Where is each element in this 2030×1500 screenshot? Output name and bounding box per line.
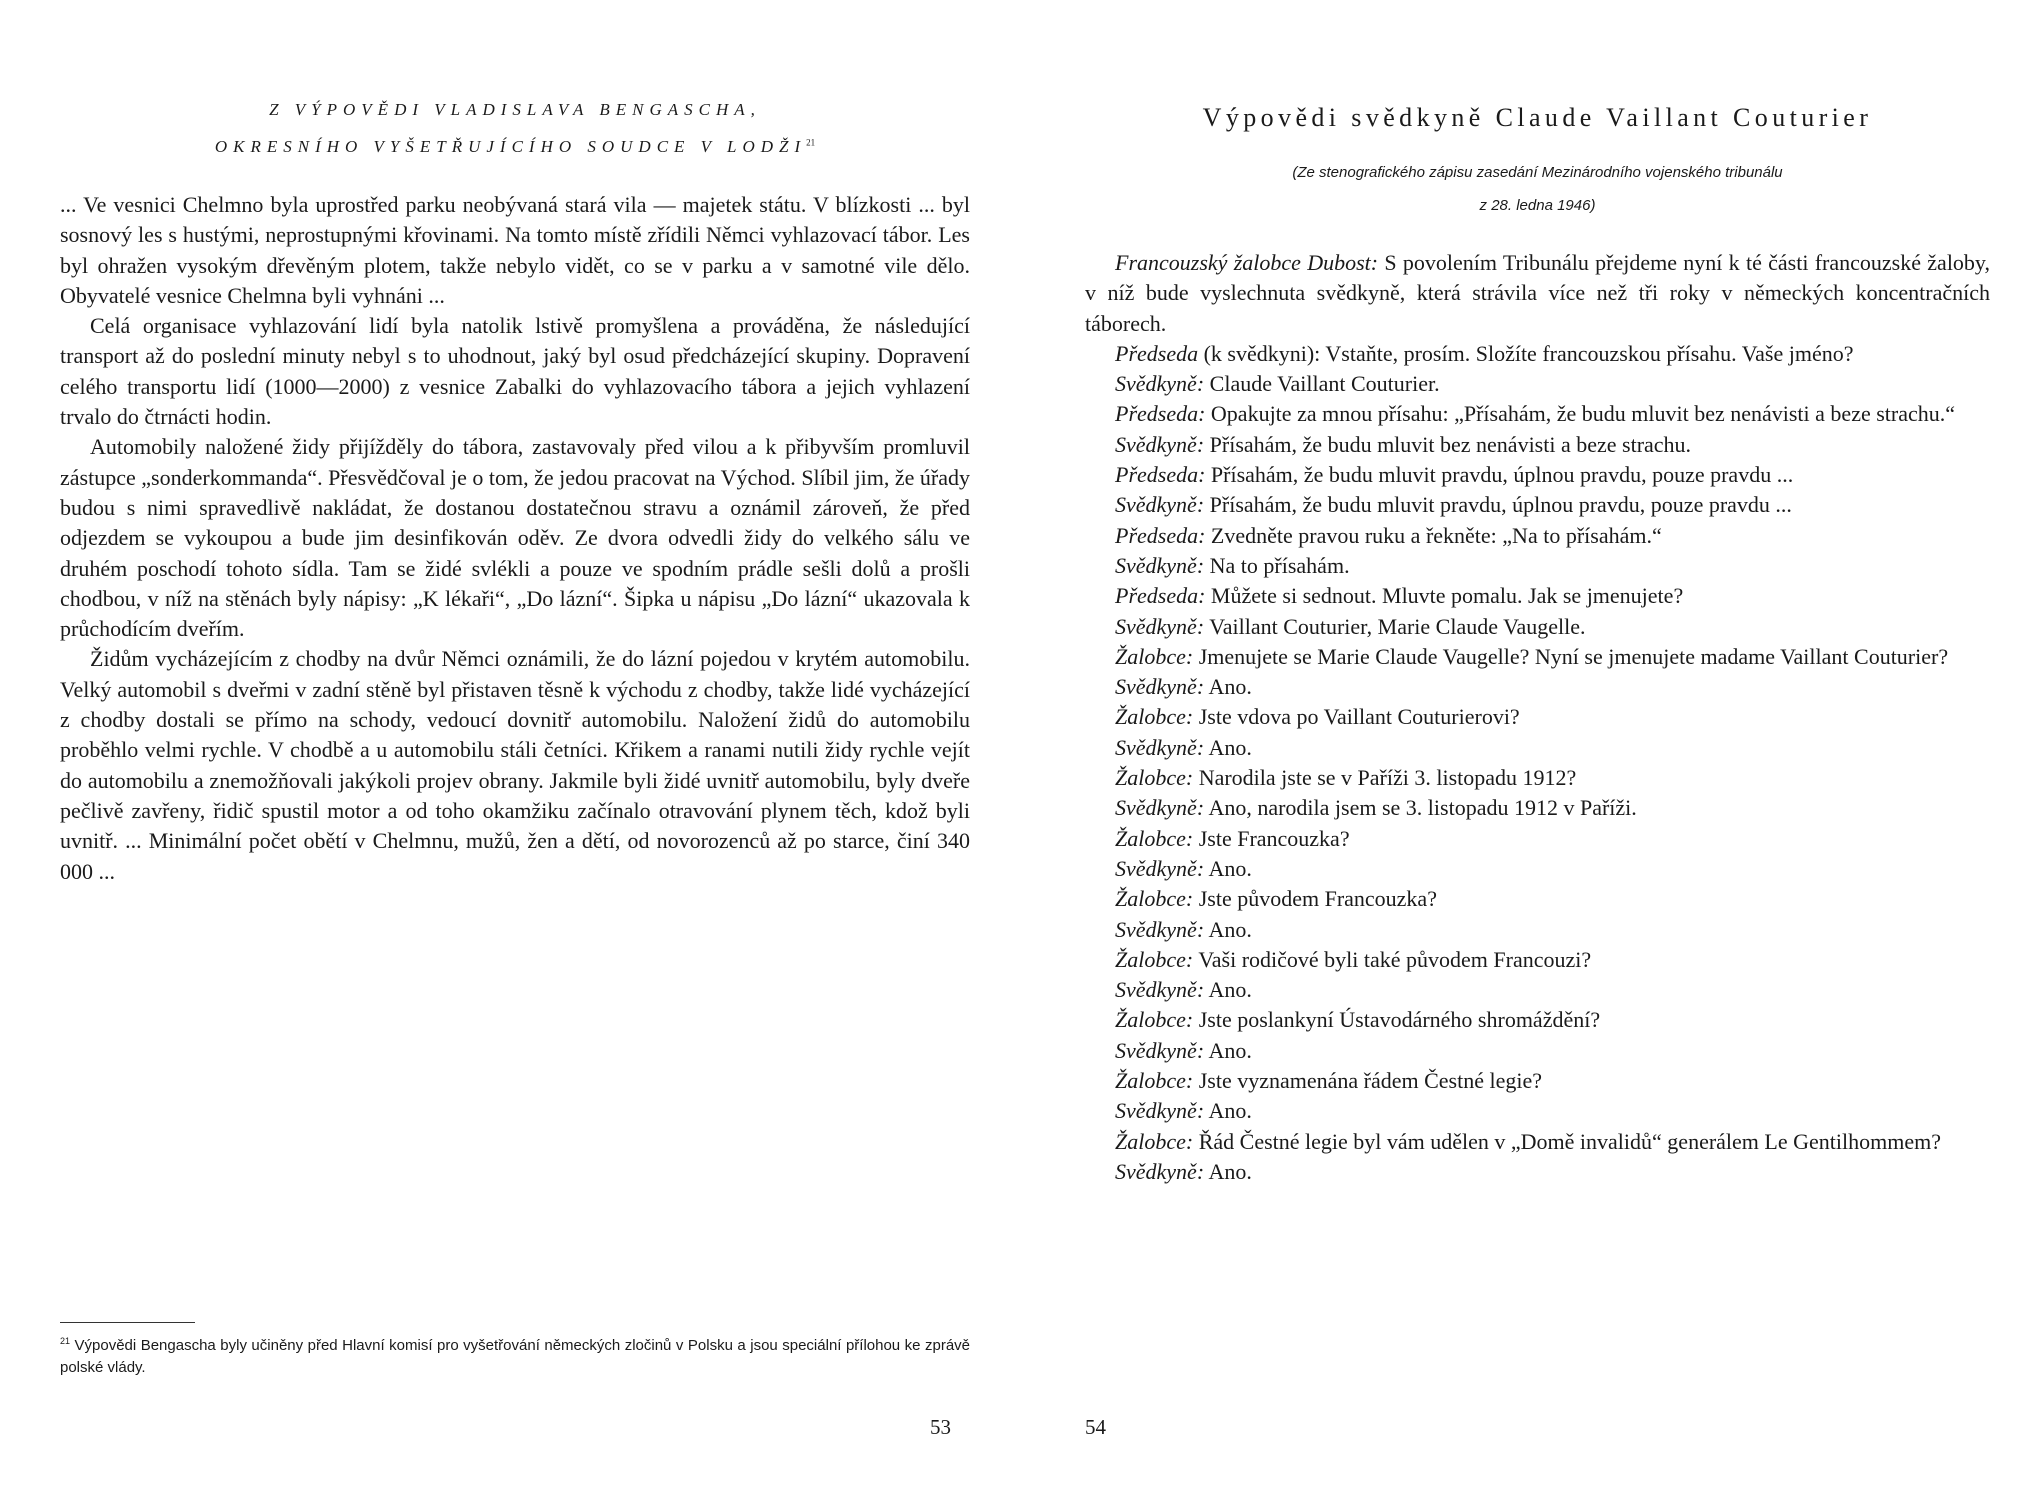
left-page-title-line-2: OKRESNÍHO VYŠETŘUJÍCÍHO SOUDCE V LODŽI$^{21}$: [214, 137, 816, 156]
paragraph: Židům vycházejícím z chodby na dvůr Němci oznámili, že do lázní pojedou v krytém automobilu. Velký automobil s dveřmi v zadní stěně byl přistaven těsně k východu z chodby, takže lidé vycházející z chodby dostali se přímo na schody, vedoucí dovnitř automobilu. Naložení židů do automobilu proběhlo velmi rychle. V chodbě a u automobilu stáli četníci. Křikem a ranami nutili židy rychle vejít do automobilu a znemožňovali jakýkoli projev obrany. Jakmile byli židé uvnitř automobilu, byly dveře pečlivě zavřeny, řidič spustil motor a od toho okamžiku začínalo otravování plynem těch, kdož byli uvnitř. ... Minimální počet obětí v Chelmnu, mužů, žen a dětí, od novorozenců až po starce, činí 340 000 ...: [60, 646, 970, 884]
dialogue-line: [1085, 793, 1990, 823]
speech-text: Na to přísahám.: [1209, 552, 1350, 578]
speech-text: Jste Francouzka?: [1198, 825, 1350, 851]
speech-text: Zvedněte pravou ruku a řekněte: „Na to přísahám.“: [1210, 522, 1662, 548]
dialogue-line: [1085, 1005, 1990, 1035]
testimony-dialogue: [1085, 248, 1990, 1187]
dialogue-line: [1085, 399, 1990, 429]
speech-text: Ano, narodila jsem se 3. listopadu 1912 v Paříži.: [1208, 795, 1637, 821]
speaker-name: Žalobce:: [1115, 825, 1194, 851]
speech-text: S povolením Tribunálu přejdeme nyní k té části francouzské žaloby, v níž bude vyslechnuta svědkyně, která strávila více než tři roky v německých koncentračních táborech.: [1085, 250, 1990, 336]
dialogue-line: [1085, 551, 1990, 581]
paragraph: ... Ve vesnici Chelmno byla uprostřed parku neobývaná stará vila — majetek státu. V blízkosti ... byl sosnový les s hustými, neprostupnými křovinami. Na tomto místě zřídili Němci vyhlazovací tábor. Les byl ohražen vysokým dřevěným plotem, takže nebylo vidět, co se v parku a v samotné vile dělo. Obyvatelé vesnice Chelmna byli vyhnáni ...: [60, 192, 970, 308]
dialogue-line: [1085, 672, 1990, 702]
left-page-body: [60, 190, 970, 887]
dialogue-line: [1085, 733, 1990, 763]
subtitle-line-2: z 28. ledna 1946): [1479, 197, 1596, 214]
speech-text: Narodila jste se v Paříži 3. listopadu 1912?: [1198, 765, 1577, 791]
footnote-divider: [60, 1322, 195, 1323]
dialogue-line: [1085, 248, 1990, 339]
speaker-name: Žalobce:: [1115, 886, 1194, 912]
speech-text: Ano.: [1208, 977, 1252, 1003]
speaker-name: Žalobce:: [1115, 643, 1194, 669]
speaker-name: Žalobce:: [1115, 765, 1194, 791]
dialogue-line: [1085, 339, 1990, 369]
dialogue-line: [1085, 945, 1990, 975]
speaker-name: Svědkyně:: [1115, 855, 1205, 881]
dialogue-line: [1085, 915, 1990, 945]
speaker-name: Svědkyně:: [1115, 1037, 1205, 1063]
speaker-name: Žalobce:: [1115, 704, 1194, 730]
speaker-name: Žalobce:: [1115, 946, 1194, 972]
speaker-name: Předseda:: [1115, 522, 1206, 548]
speaker-name: Svědkyně:: [1115, 1098, 1205, 1124]
speaker-name: Žalobce:: [1115, 1007, 1194, 1033]
left-page-title-line-1: Z VÝPOVĚDI VLADISLAVA BENGASCHA,: [269, 100, 761, 119]
speaker-name: Svědkyně:: [1115, 916, 1205, 942]
speaker-name: Francouzský žalobce Dubost:: [1115, 250, 1379, 275]
speaker-name: Svědkyně:: [1115, 734, 1205, 760]
speaker-name: Předseda: [1115, 340, 1199, 366]
speaker-name: Svědkyně:: [1115, 431, 1205, 457]
dialogue-line: [1085, 1036, 1990, 1066]
right-page: [1085, 0, 1990, 1500]
dialogue-line: [1085, 1066, 1990, 1096]
speaker-name: Svědkyně:: [1115, 795, 1205, 821]
speech-text: Jste původem Francouzka?: [1198, 886, 1437, 912]
dialogue-line: [1085, 581, 1990, 611]
dialogue-line: [1085, 369, 1990, 399]
dialogue-line: [1085, 1157, 1990, 1187]
speech-text: Můžete si sednout. Mluvte pomalu. Jak se jmenujete?: [1210, 583, 1684, 609]
dialogue-line: [1085, 1127, 1990, 1157]
left-page: [60, 0, 970, 1500]
speaker-name: Svědkyně:: [1115, 613, 1205, 639]
speech-text: Ano.: [1208, 1098, 1252, 1124]
dialogue-line: [1085, 521, 1990, 551]
dialogue-line: [1085, 460, 1990, 490]
speech-text: (k svědkyni): Vstaňte, prosím. Složíte francouzskou přísahu. Vaše jméno?: [1203, 340, 1854, 366]
footnote: [60, 1330, 970, 1379]
speech-text: Přísahám, že budu mluvit bez nenávisti a beze strachu.: [1209, 431, 1692, 457]
right-page-title: Výpovědi svědkyně Claude Vaillant Couturier: [1202, 103, 1873, 132]
page-number: 53: [930, 1415, 951, 1439]
speech-text: Opakujte za mnou přísahu: „Přísahám, že budu mluvit bez nenávisti a beze strachu.“: [1210, 401, 1956, 427]
speech-text: Ano.: [1208, 674, 1252, 700]
paragraph: Automobily naložené židy přijížděly do tábora, zastavovaly před vilou a k přibyvším promluvil zástupce „sonderkommanda“. Přesvědčoval je o tom, že jedou pracovat na Východ. Slíbil jim, že úřady budou s nimi spravedlivě nakládat, že dostanou dostatečnou stravu a oznámil zároveň, že před odjezdem se vykoupou a bude jim desinfikován oděv. Ze dvora odvedli židy do velkého sálu ve druhém poschodí tohoto sídla. Tam se židé svlékli a pouze ve spodním prádle sešli dolů a prošli chodbou, v níž na stěnách byly nápisy: „K lékaři“, „Do lázní“. Šipka u nápisu „Do lázní“ ukazovala k průchodícím dveřím.: [60, 434, 970, 642]
speech-text: Jste vyznamenána řádem Čestné legie?: [1198, 1068, 1543, 1094]
speech-text: Vaši rodičové byli také původem Francouzi?: [1198, 946, 1592, 972]
speaker-name: Předseda:: [1115, 401, 1206, 427]
dialogue-line: [1085, 1096, 1990, 1126]
dialogue-line: [1085, 702, 1990, 732]
speaker-name: Předseda:: [1115, 462, 1206, 488]
speaker-name: Žalobce:: [1115, 1128, 1194, 1154]
dialogue-line: [1085, 884, 1990, 914]
dialogue-line: [1085, 642, 1990, 672]
speech-text: Ano.: [1208, 855, 1252, 881]
dialogue-line: [1085, 490, 1990, 520]
speech-text: Jste vdova po Vaillant Couturierovi?: [1198, 704, 1520, 730]
dialogue-line: [1085, 854, 1990, 884]
speech-text: Ano.: [1208, 916, 1252, 942]
dialogue-line: [1085, 430, 1990, 460]
footnote-text: Výpovědi Bengascha byly učiněny před Hlavní komisí pro vyšetřování německých zločinů v Polsku a jsou speciální přílohou ke zprávě polské vlády.: [60, 1337, 970, 1376]
speech-text: Ano.: [1208, 1158, 1252, 1184]
speaker-name: Svědkyně:: [1115, 371, 1205, 397]
speech-text: Claude Vaillant Couturier.: [1209, 371, 1440, 397]
speaker-name: Žalobce:: [1115, 1068, 1194, 1094]
speaker-name: Svědkyně:: [1115, 977, 1205, 1003]
speech-text: Ano.: [1208, 1037, 1252, 1063]
speech-text: Jste poslankyní Ústavodárného shromáždění?: [1198, 1007, 1601, 1033]
speaker-name: Předseda:: [1115, 583, 1206, 609]
dialogue-line: [1085, 763, 1990, 793]
speech-text: Vaillant Couturier, Marie Claude Vaugelle.: [1209, 613, 1586, 639]
title-footnote-ref: 21: [806, 137, 816, 148]
subtitle-line-1: (Ze stenografického zápisu zasedání Mezinárodního vojenského tribunálu: [1292, 164, 1783, 181]
footnote-number: 21: [60, 1336, 71, 1346]
speech-text: Jmenujete se Marie Claude Vaugelle? Nyní se jmenujete madame Vaillant Couturier?: [1198, 643, 1949, 669]
speech-text: Přísahám, že budu mluvit pravdu, úplnou pravdu, pouze pravdu ...: [1209, 492, 1792, 518]
page-number: 54: [1085, 1415, 1106, 1439]
speech-text: Řád Čestné legie byl vám udělen v „Domě invalidů“ generálem Le Gentilhommem?: [1198, 1128, 1941, 1154]
dialogue-line: [1085, 612, 1990, 642]
speaker-name: Svědkyně:: [1115, 552, 1205, 578]
speaker-name: Svědkyně:: [1115, 492, 1205, 518]
dialogue-line: [1085, 824, 1990, 854]
speaker-name: Svědkyně:: [1115, 674, 1205, 700]
speaker-name: Svědkyně:: [1115, 1158, 1205, 1184]
speech-text: Ano.: [1208, 734, 1252, 760]
speech-text: Přísahám, že budu mluvit pravdu, úplnou pravdu, pouze pravdu ...: [1210, 462, 1794, 488]
dialogue-line: [1085, 975, 1990, 1005]
paragraph: Celá organisace vyhlazování lidí byla natolik lstivě promyšlena a prováděna, že následující transport až do poslední minuty nebyl s to uhodnout, jaký byl osud předcházející skupiny. Dopravení celého transportu lidí (1000—2000) z vesnice Zabalki do vyhlazovacího tábora a jejich vyhlazení trvalo do čtrnácti hodin.: [60, 313, 970, 430]
